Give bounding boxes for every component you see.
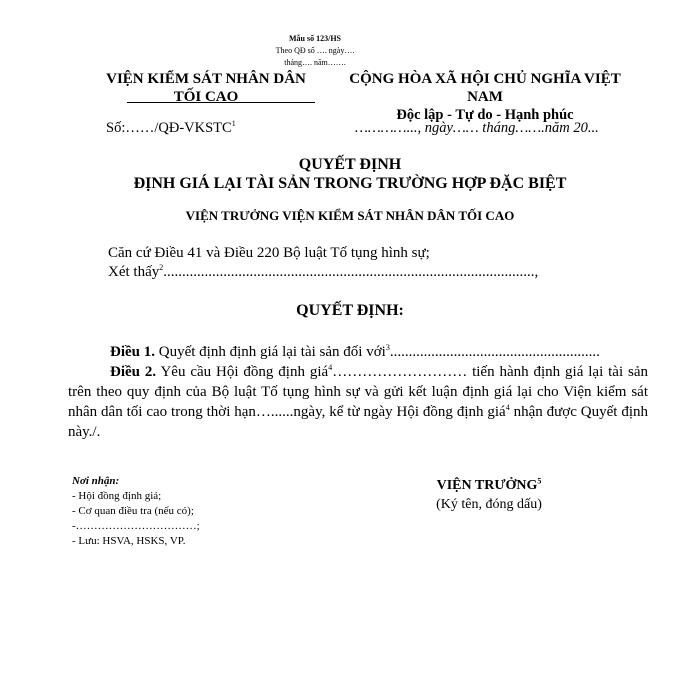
footnote-ref: 5 xyxy=(537,476,542,486)
signature-block xyxy=(400,476,578,514)
agency-name-line1: VIỆN KIỂM SÁT NHÂN DÂN xyxy=(106,71,306,87)
form-number: Mẫu số 123/HS xyxy=(288,34,341,43)
footnote-ref: 4 xyxy=(505,403,510,412)
decision-heading: QUYẾT ĐỊNH: xyxy=(296,302,404,319)
article-2-text-2: ……………………… tiến hành định giá lại tài sản trên theo quy định của Bộ luật Tố tụng hình sự và gửi kết luận định giá lại cho Viện kiểm sát nhân dân tối cao trong thời hạn…......ngày, kể từ ngày Hội đồng định giá xyxy=(68,364,648,420)
footnote-ref: 1 xyxy=(231,119,236,129)
recipients-block xyxy=(72,474,200,549)
article-2-label: Điều 2. xyxy=(110,364,157,380)
nation-name: CỘNG HÒA XÃ HỘI CHỦ NGHĨA VIỆT NAM xyxy=(349,71,621,105)
article-2 xyxy=(68,362,648,442)
signer-role-text: VIỆN TRƯỞNG xyxy=(436,478,538,493)
decision-articles xyxy=(68,342,648,442)
considering-line xyxy=(108,263,608,282)
signer-role xyxy=(400,476,578,495)
nation-motto: Độc lập - Tự do - Hạnh phúc xyxy=(396,107,574,123)
recipients-heading: Nơi nhận: xyxy=(72,475,120,487)
footnote-ref: 2 xyxy=(159,263,164,272)
national-motto xyxy=(335,70,635,124)
recipient-item: - Lưu: HSVA, HSKS, VP. xyxy=(72,535,186,547)
agency-name-line2: TỐI CAO xyxy=(173,89,239,105)
document-title: QUYẾT ĐỊNH xyxy=(298,156,402,173)
article-1-dots: ........................................................ xyxy=(389,344,600,360)
signature-note: (Ký tên, đóng dấu) xyxy=(436,497,542,512)
form-decision-ref: Theo QĐ số …. ngày…. xyxy=(275,46,355,55)
considering-dots: ..................................................................................................., xyxy=(163,264,539,280)
considering-label: Xét thấy xyxy=(108,264,160,280)
date-line: …………..., ngày…… tháng…….năm 20... xyxy=(355,120,599,136)
article-1-text: Quyết định định giá lại tài sản đối với xyxy=(155,344,386,360)
document-number xyxy=(106,120,236,137)
document-number-text: Số:……/QĐ-VKSTC xyxy=(106,120,232,136)
article-1-label: Điều 1. xyxy=(110,344,155,360)
recipient-item: - Cơ quan điều tra (nếu có); xyxy=(72,505,194,517)
article-2-text-1: Yêu cầu Hội đồng định giá xyxy=(156,364,329,380)
form-decision-date: tháng…. năm……. xyxy=(284,58,346,67)
agency-underline xyxy=(127,102,315,103)
article-2-text-3: nhận được Quyết định này./. xyxy=(68,404,648,440)
document-subtitle: ĐỊNH GIÁ LẠI TÀI SẢN TRONG TRƯỜNG HỢP ĐẶC BIỆT xyxy=(133,175,567,192)
article-1 xyxy=(68,342,648,362)
footnote-ref: 3 xyxy=(385,343,390,352)
footnote-ref: 4 xyxy=(328,363,333,372)
form-number-note xyxy=(250,33,380,69)
recipient-item: -……………………………; xyxy=(72,520,200,532)
issuing-agency xyxy=(90,70,322,106)
recipient-item: - Hội đồng định giá; xyxy=(72,490,162,502)
legal-basis-text: Căn cứ Điều 41 và Điều 220 Bộ luật Tố tụng hình sự; xyxy=(108,245,430,261)
legal-basis xyxy=(108,244,608,282)
issuer-title: VIỆN TRƯỞNG VIỆN KIỂM SÁT NHÂN DÂN TỐI CAO xyxy=(185,208,515,223)
